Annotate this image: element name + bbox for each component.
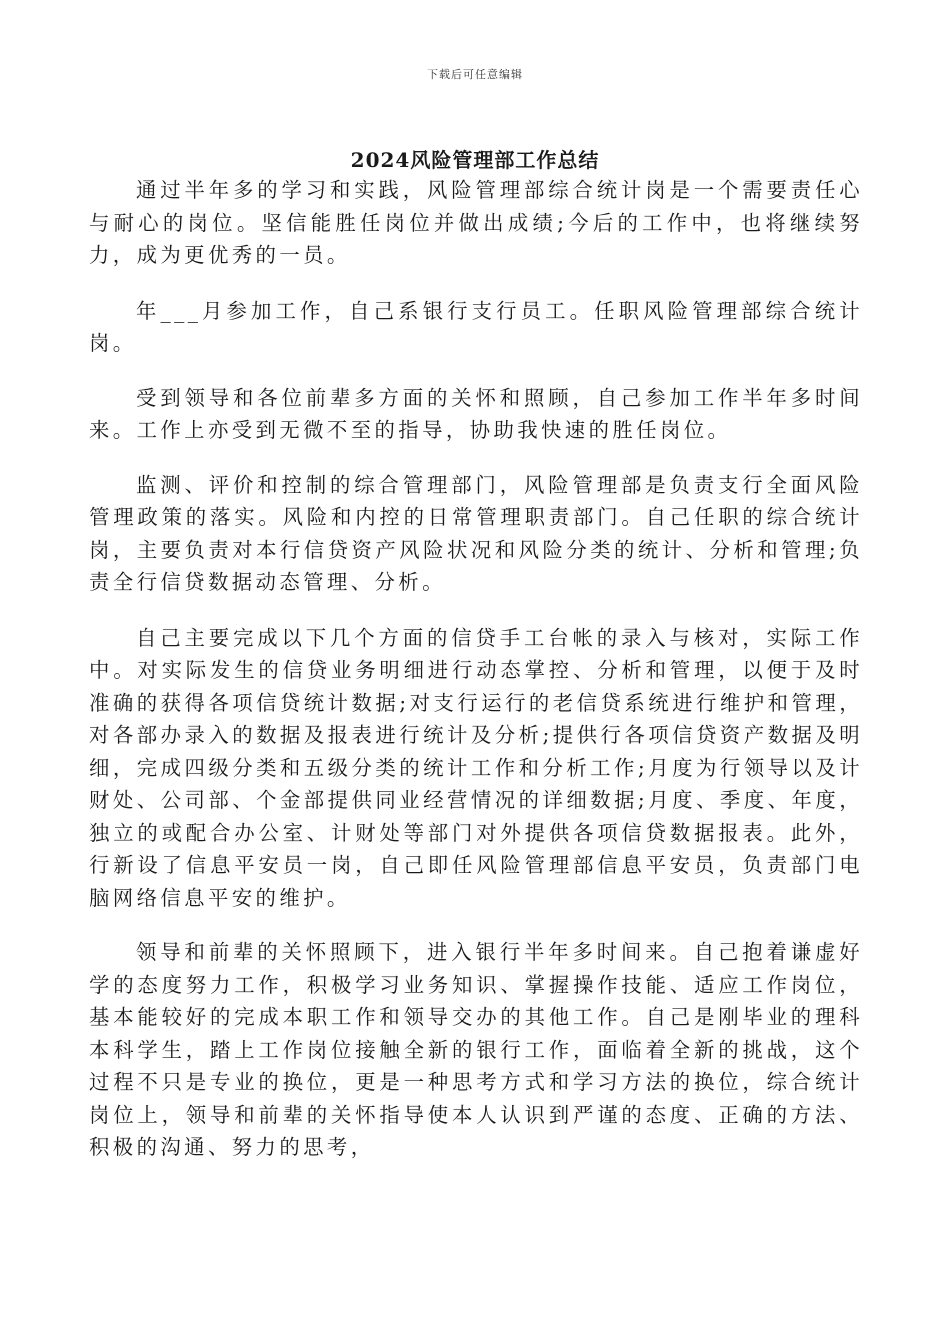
paragraph: 受到领导和各位前辈多方面的关怀和照顾，自己参加工作半年多时间来。工作上亦受到无微不至的指导，协助我快速的胜任岗位。 [89, 385, 863, 442]
document-title: 2024风险管理部工作总结 [350, 148, 600, 172]
document-body [89, 168, 863, 1164]
paragraph: 自己主要完成以下几个方面的信贷手工台帐的录入与核对，实际工作中。对实际发生的信贷业务明细进行动态掌控、分析和管理，以便于及时准确的获得各项信贷统计数据;对支行运行的老信贷系统进行维护和管理，对各部办录入的数据及报表进行统计及分析;提供行各项信贷资产数据及明细，完成四级分类和五级分类的统计工作和分析工作;月度为行领导以及计财处、公司部、个金部提供同业经营情况的详细数据;月度、季度、年度，独立的或配合办公室、计财处等部门对外提供各项信贷数据报表。此外，行新设了信息平安员一岗，自己即任风险管理部信息平安员，负责部门电脑网络信息平安的维护。 [89, 625, 863, 910]
paragraph: 领导和前辈的关怀照顾下，进入银行半年多时间来。自己抱着谦虚好学的态度努力工作，积极学习业务知识、掌握操作技能、适应工作岗位，基本能较好的完成本职工作和领导交办的其他工作。自己是刚毕业的理科本科学生，踏上工作岗位接触全新的银行工作，面临着全新的挑战，这个过程不只是专业的换位，更是一种思考方式和学习方法的换位，综合统计岗位上，领导和前辈的关怀指导使本人认识到严谨的态度、正确的方法、积极的沟通、努力的思考， [89, 940, 863, 1159]
paragraph: 年___月参加工作，自己系银行支行员工。任职风险管理部综合统计岗。 [89, 298, 863, 355]
paragraph: 监测、评价和控制的综合管理部门，风险管理部是负责支行全面风险管理政策的落实。风险和内控的日常管理职责部门。自己任职的综合统计岗，主要负责对本行信贷资产风险状况和风险分类的统计、分析和管理;负责全行信贷数据动态管理、分析。 [89, 472, 863, 594]
header-note: 下载后可任意编辑 [427, 68, 523, 81]
paragraph: 通过半年多的学习和实践，风险管理部综合统计岗是一个需要责任心与耐心的岗位。坚信能胜任岗位并做出成绩;今后的工作中，也将继续努力，成为更优秀的一员。 [89, 178, 863, 267]
